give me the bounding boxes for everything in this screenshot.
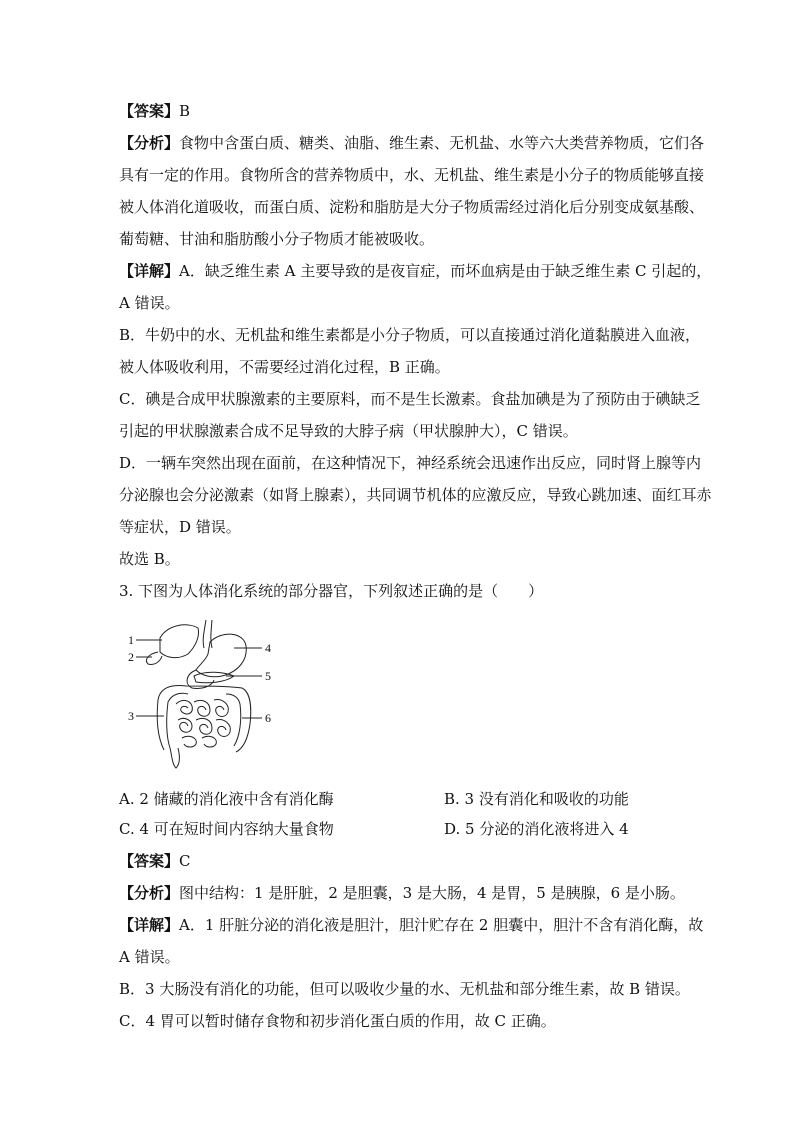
analysis-text: 食物中含蛋白质、糖类、油脂、维生素、无机盐、水等六大类营养物质，它们各 [179,134,705,152]
q2-detail-line-8: 分泌腺也会分泌激素（如肾上腺素），共同调节机体的应激反应，导致心跳加速、面红耳赤 [119,486,712,504]
detail-tag: 【详解】 [119,916,180,934]
q2-detail-line-4: 被人体吸收利用，不需要经过消化过程，B 正确。 [119,358,450,376]
detail-text: A．1 肝脏分泌的消化液是胆汁，胆汁贮存在 2 胆囊中，胆汁不含有消化酶，故 [179,916,704,934]
figure-label-5: 5 [265,669,271,683]
gallbladder-shape [146,652,162,665]
q2-analysis-line-1 [119,133,705,153]
q2-detail-line-2: A 错误。 [119,294,180,312]
analysis-tag: 【分析】 [119,884,180,902]
q2-detail-line-7: D．一辆车突然出现在面前，在这种情况下，神经系统会迅速作出反应，同时肾上腺等内 [119,454,702,472]
q2-detail-line-5: C．碘是合成甲状腺激素的主要原料，而不是生长激素。食盐加碘是为了预防由于碘缺乏 [119,390,701,408]
detail-text: A．缺乏维生素 A 主要导致的是夜盲症，而坏血病是由于缺乏维生素 C 引起的， [179,262,712,280]
answer-tag: 【答案】 [119,852,180,870]
q2-detail-line-1 [119,261,712,281]
q3-detail-line-3: B．3 大肠没有消化的功能，但可以吸收少量的水、无机盐和部分维生素，故 B 错误。 [119,980,690,998]
q2-answer-line [119,101,689,121]
q3-analysis-line [119,883,689,903]
figure-label-4: 4 [265,641,271,655]
q2-analysis-line-2: 具有一定的作用。食物所含的营养物质中，水、无机盐、维生素是小分子的物质能够直接 [119,166,705,184]
esophagus-shape [203,620,206,648]
option-d: D. 5 分泌的消化液将进入 4 [444,820,629,838]
q3-detail-line-1 [119,915,704,935]
q2-analysis-line-3: 被人体消化道吸收，而蛋白质、淀粉和脂肪是大分子物质需经过消化后分别变成氨基酸、 [119,198,705,216]
digestive-system-figure [126,620,286,770]
figure-label-6: 6 [265,711,271,725]
option-a: A. 2 储藏的消化液中含有消化酶 [119,790,334,808]
option-c: C. 4 可在短时间内容纳大量食物 [119,820,334,838]
q3-answer-line [119,851,689,871]
q3-detail-line-4: C．4 胃可以暂时储存食物和初步消化蛋白质的作用，故 C 正确。 [119,1012,556,1030]
q2-detail-line-9: 等症状，D 错误。 [119,518,241,536]
analysis-text: 图中结构：1 是肝脏，2 是胆囊，3 是大肠，4 是胃，5 是胰腺，6 是小肠。 [179,884,685,902]
analysis-tag: 【分析】 [119,134,180,152]
q2-detail-line-6: 引起的甲状腺激素合成不足导致的大脖子病（甲状腺肿大），C 错误。 [119,422,578,440]
option-b: B. 3 没有消化和吸收的功能 [444,790,629,808]
q2-detail-line-3: B．牛奶中的水、无机盐和维生素都是小分子物质，可以直接通过消化道黏膜进入血液， [119,326,701,344]
detail-tag: 【详解】 [119,262,180,280]
liver-shape [160,625,199,658]
answer-value: C [179,852,191,870]
answer-tag: 【答案】 [119,102,180,120]
figure-label-3: 3 [128,709,134,723]
q3-detail-line-2: A 错误。 [119,948,180,966]
figure-label-2: 2 [128,650,134,664]
q2-conclusion: 故选 B。 [119,550,180,568]
figure-label-1: 1 [128,633,134,647]
digestive-system-diagram [126,620,286,770]
q3-stem: 3. 下图为人体消化系统的部分器官，下列叙述正确的是（ ） [119,582,544,600]
rectum-shape [170,748,179,768]
answer-value: B [179,102,191,120]
q2-analysis-line-4: 葡萄糖、甘油和脂肪酸小分子物质才能被吸收。 [119,230,435,248]
